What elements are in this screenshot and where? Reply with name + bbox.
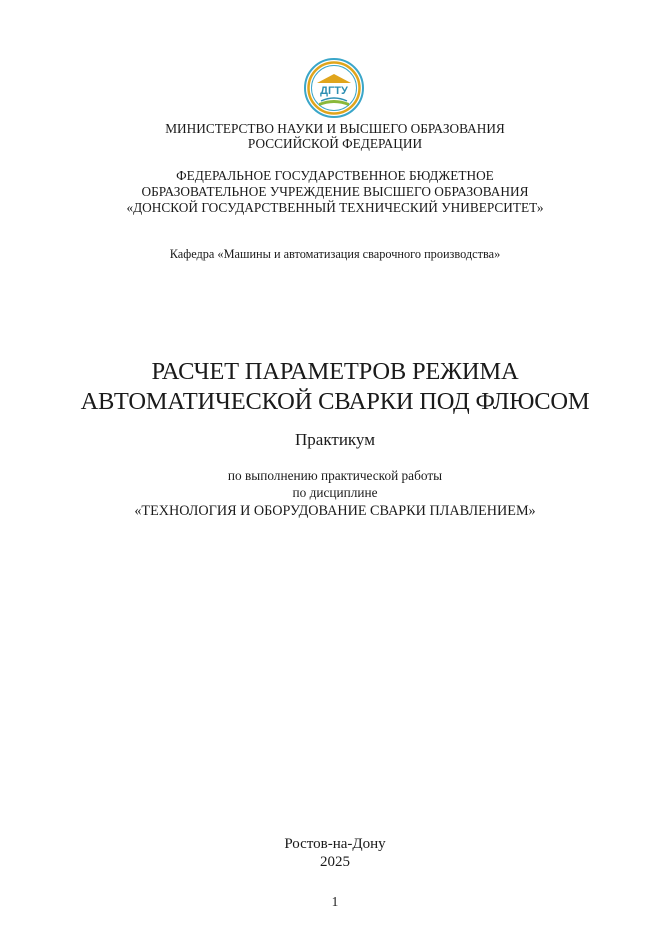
document-subtitle: Практикум	[295, 430, 375, 449]
purpose-line-1: по выполнению практической работы	[227, 468, 443, 483]
publication-year: 2025	[320, 854, 350, 870]
ministry-line-1: МИНИСТЕРСТВО НАУКИ И ВЫСШЕГО ОБРАЗОВАНИЯ	[165, 121, 505, 136]
publication-city: Ростов-на-Дону	[284, 836, 386, 852]
institution-line-1: ФЕДЕРАЛЬНОЕ ГОСУДАРСТВЕННОЕ БЮДЖЕТНОЕ	[176, 168, 494, 183]
institution-line-2: ОБРАЗОВАТЕЛЬНОЕ УЧРЕЖДЕНИЕ ВЫСШЕГО ОБРАЗОВАНИЯ	[141, 184, 529, 199]
discipline-name: «ТЕХНОЛОГИЯ И ОБОРУДОВАНИЕ СВАРКИ ПЛАВЛЕНИЕМ»	[134, 503, 536, 519]
emblem-text: ДГТУ	[320, 85, 348, 97]
department-name: Кафедра «Машины и автоматизация сварочного производства»	[169, 247, 501, 261]
purpose-line-2: по дисциплине	[292, 485, 378, 500]
institution-line-3: «ДОНСКОЙ ГОСУДАРСТВЕННЫЙ ТЕХНИЧЕСКИЙ УНИВЕРСИТЕТ»	[126, 200, 544, 215]
university-emblem-icon	[303, 57, 365, 119]
document-title-line-1: РАСЧЕТ ПАРАМЕТРОВ РЕЖИМА	[151, 358, 519, 385]
page-number: 1	[331, 894, 339, 909]
document-title-line-2: АВТОМАТИЧЕСКОЙ СВАРКИ ПОД ФЛЮСОМ	[80, 388, 590, 415]
ministry-line-2: РОССИЙСКОЙ ФЕДЕРАЦИИ	[247, 136, 423, 151]
